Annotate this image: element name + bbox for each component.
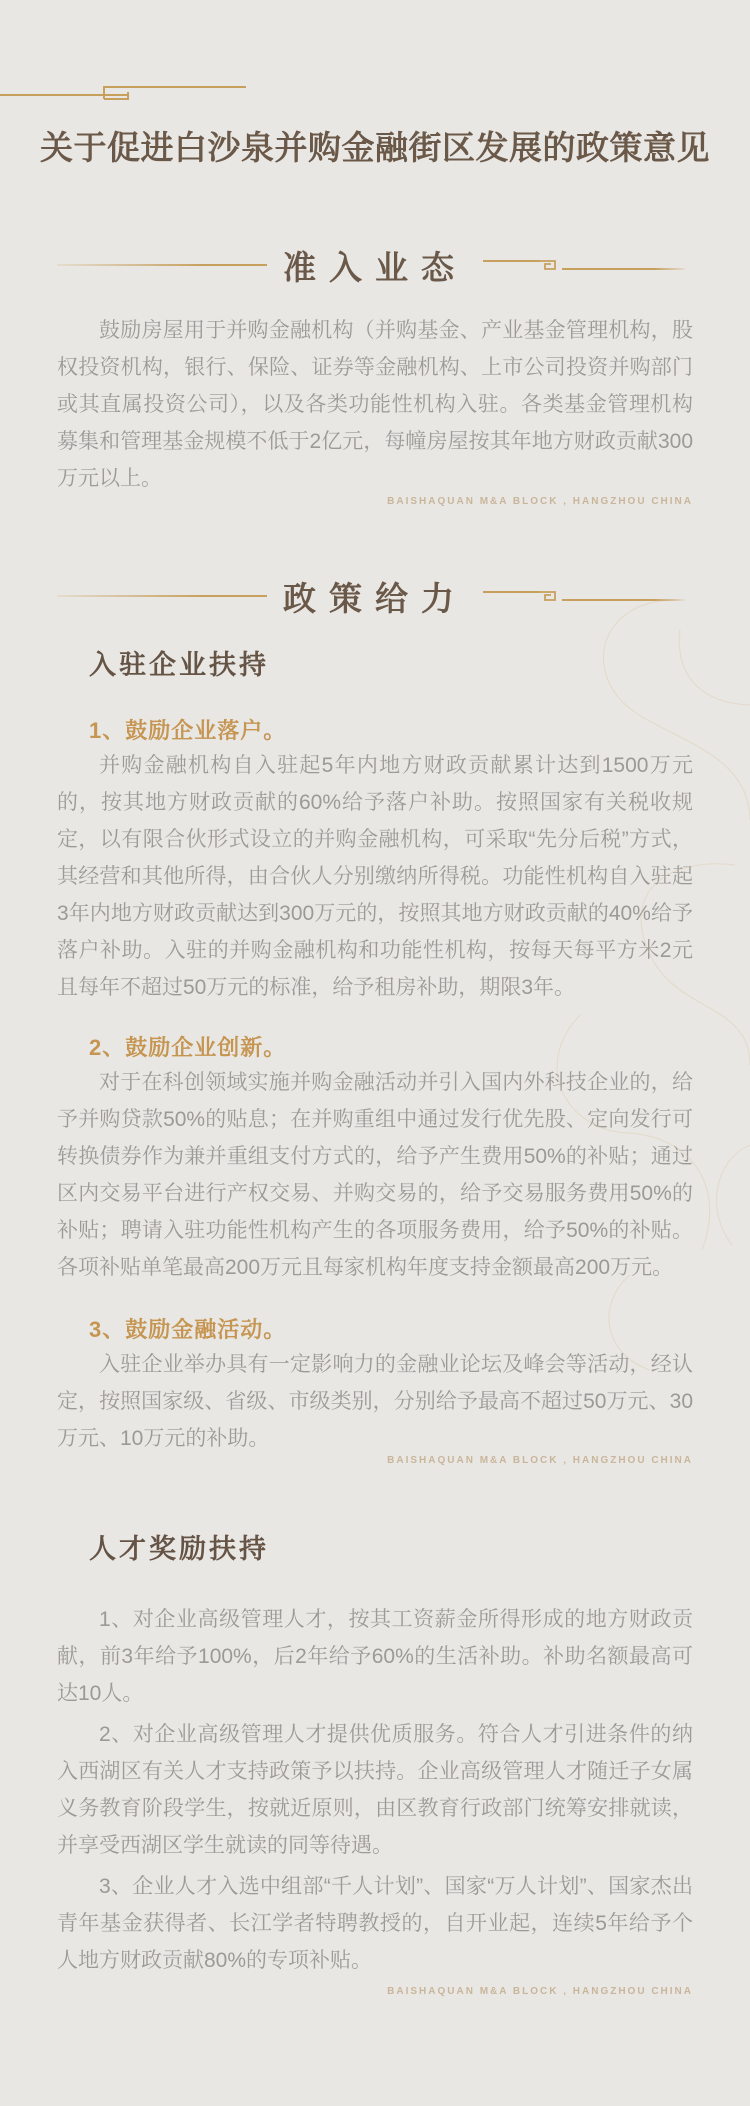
talent-paragraph-1: 1、对企业高级管理人才，按其工资薪金所得形成的地方财政贡献，前3年给予100%，后2年给予60%的生活补助。补助名额最高可达10人。 [57,1608,693,1705]
header-tail-line [562,268,685,270]
subsection-title-enterprise-support: 入驻企业扶持 [89,650,269,680]
scroll-hook-icon [539,585,563,607]
header-line-left [57,264,267,266]
header-ornament-right [483,254,693,276]
section-title-policy: 政策给力 [283,579,467,617]
item-body-finance-activity: 入驻企业举办具有一定影响力的金融业论坛及峰会等活动，经认定，按照国家级、省级、市级类别，分别给予最高不超过50万元、30万元、10万元的补助。 [57,1353,693,1450]
access-body-paragraph: 鼓励房屋用于并购金融机构（并购基金、产业基金管理机构，股权投资机构，银行、保险、证券等金融机构、上市公司投资并购部门或其直属投资公司），以及各类功能性机构入驻。各类基金管理机构募集和管理基金规模不低于2亿元，每幢房屋按其年地方财政贡献300万元以上。 [57,319,693,490]
watermark: BAISHAQUAN M&A BLOCK , HANGZHOU CHINA [387,496,693,507]
item-body-innovate: 对于在科创领域实施并购金融活动并引入国内外科技企业的，给予并购贷款50%的贴息；在并购重组中通过发行优先股、定向发行可转换债券作为兼并重组支付方式的，给予产生费用50%的补贴；通过区内交易平台进行产权交易、并购交易的，给予交易服务费用50%的补贴；聘请入驻功能性机构产生的各项服务费用，给予50%的补贴。各项补贴单笔最高200万元且每家机构年度支持金额最高200万元。 [57,1071,693,1279]
header-ornament-right [483,585,693,607]
section-title-access: 准入业态 [283,248,467,286]
greek-key-corner-ornament [0,82,246,104]
scroll-hook-icon [539,254,563,276]
section-header-policy [57,573,693,619]
header-line-left [57,595,267,597]
header-dash [483,591,540,593]
talent-paragraph-3: 3、企业人才入选中组部“千人计划”、国家“万人计划”、国家杰出青年基金获得者、长江学者特聘教授的，自开业起，连续5年给予个人地方财政贡献80%的专项补贴。 [57,1875,693,1972]
item-label-innovate: 2、鼓励企业创新。 [89,1035,287,1060]
watermark: BAISHAQUAN M&A BLOCK , HANGZHOU CHINA [387,1986,693,1997]
section-header-access [57,242,693,288]
item-label-finance-activity: 3、鼓励金融活动。 [89,1317,287,1342]
talent-paragraph-2: 2、对企业高级管理人才提供优质服务。符合人才引进条件的纳入西湖区有关人才支持政策予以扶持。企业高级管理人才随迁子女属义务教育阶段学生，按就近原则，由区教育行政部门统筹安排就读，并享受西湖区学生就读的同等待遇。 [57,1723,693,1857]
page-title: 关于促进白沙泉并购金融街区发展的政策意见 [40,129,710,166]
header-tail-line [562,599,685,601]
item-label-settle: 1、鼓励企业落户。 [89,718,287,743]
item-body-settle: 并购金融机构自入驻起5年内地方财政贡献累计达到1500万元的，按其地方财政贡献的60%给予落户补助。按照国家有关税收规定，以有限合伙形式设立的并购金融机构，可采取“先分后税”方式，其经营和其他所得，由合伙人分别缴纳所得税。功能性机构自入驻起3年内地方财政贡献达到300万元的，按照其地方财政贡献的40%给予落户补助。入驻的并购金融机构和功能性机构，按每天每平方米2元且每年不超过50万元的标准，给予租房补助，期限3年。 [57,754,693,999]
watermark: BAISHAQUAN M&A BLOCK , HANGZHOU CHINA [387,1455,693,1466]
subsection-title-talent-reward: 人才奖励扶持 [89,1534,269,1564]
header-dash [483,260,540,262]
